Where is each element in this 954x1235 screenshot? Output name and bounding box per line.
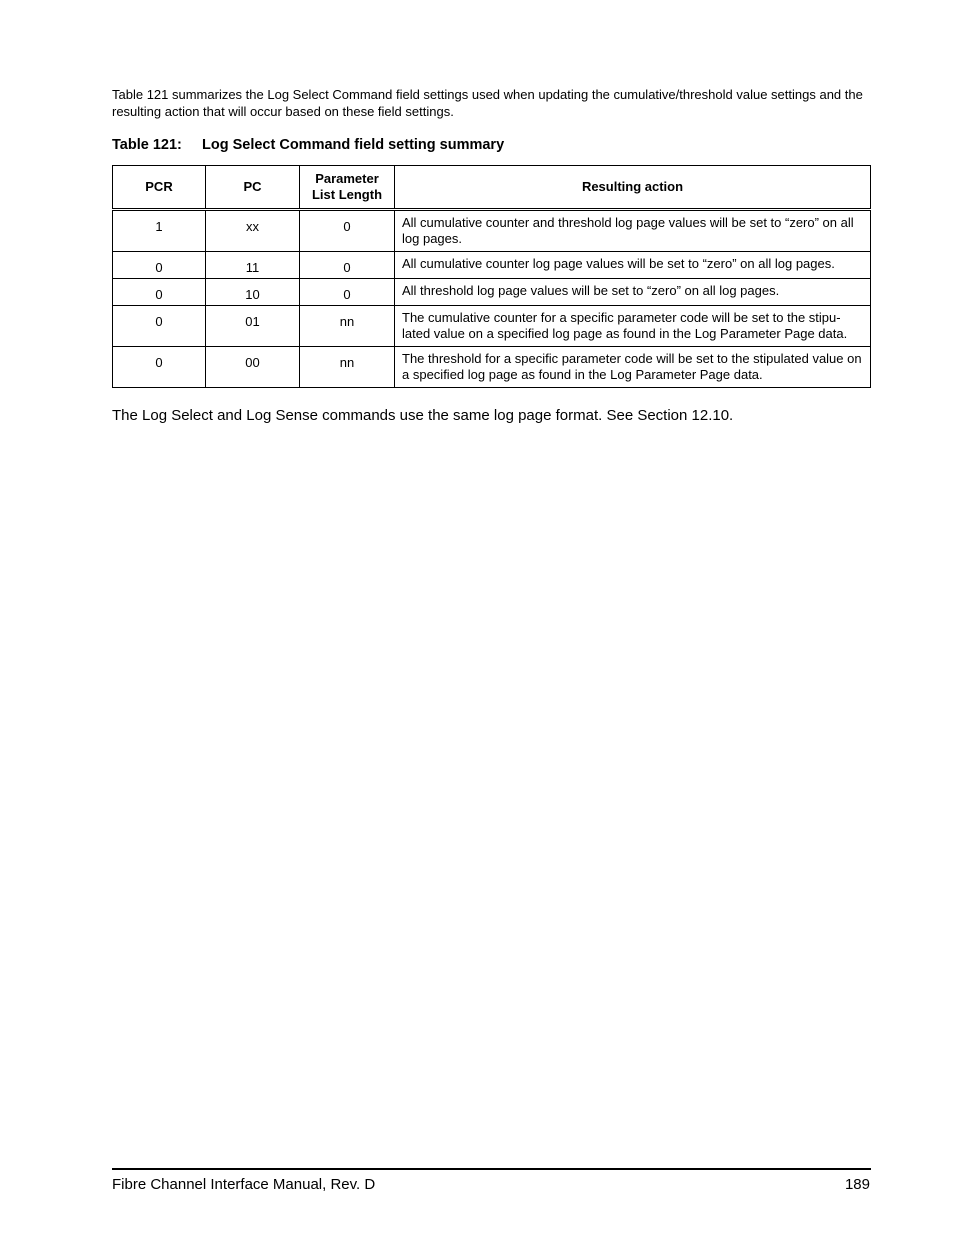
cell-pcr: 0 — [113, 347, 206, 388]
cell-action: The threshold for a specific parameter code will be set to the stipulated value on a specified log page as found in the Log Parameter Page data. — [395, 347, 871, 388]
cell-pc: xx — [206, 210, 300, 252]
cell-pcr: 0 — [113, 306, 206, 347]
header-pc: PC — [206, 166, 300, 210]
cell-pc: 11 — [206, 252, 300, 279]
cell-pcr: 0 — [113, 252, 206, 279]
cell-pc: 10 — [206, 279, 300, 306]
table-title: Log Select Command field setting summary — [202, 137, 505, 153]
table-header-row — [113, 166, 871, 210]
cell-pll: 0 — [300, 210, 395, 252]
cell-action: The cumulative counter for a specific parameter code will be set to the stipu-lated value on a specified log page as found in the Log Parameter Page data. — [395, 306, 871, 347]
cell-pcr: 0 — [113, 279, 206, 306]
cell-action: All threshold log page values will be set to “zero” on all log pages. — [395, 279, 871, 306]
cell-pll: 0 — [300, 279, 395, 306]
table-caption — [112, 136, 504, 154]
footer-manual-title: Fibre Channel Interface Manual, Rev. D — [112, 1176, 376, 1193]
footer-rule — [112, 1168, 871, 1170]
cell-action: All cumulative counter log page values will be set to “zero” on all log pages. — [395, 252, 871, 279]
log-select-summary-table — [112, 165, 871, 388]
header-pcr: PCR — [113, 166, 206, 210]
header-pll-line2: List Length — [311, 187, 383, 202]
table-row — [113, 279, 871, 306]
intro-paragraph: Table 121 summarizes the Log Select Command field settings used when updating the cumulative/threshold value settings and the resulting action that will occur based on these field settings. — [112, 87, 863, 119]
table-row — [113, 347, 871, 388]
table-number: Table 121: — [112, 137, 182, 153]
header-resulting-action: Resulting action — [395, 166, 871, 210]
cell-pll: nn — [300, 347, 395, 388]
table-row — [113, 210, 871, 252]
cell-action: All cumulative counter and threshold log page values will be set to “zero” on all log pages. — [395, 210, 871, 252]
table-row — [113, 252, 871, 279]
table-row — [113, 306, 871, 347]
footer-page-number: 189 — [844, 1176, 870, 1193]
cell-pcr: 1 — [113, 210, 206, 252]
header-parameter-list-length — [300, 166, 395, 210]
body-paragraph: The Log Select and Log Sense commands use the same log page format. See Section 12.10. — [112, 407, 734, 424]
header-pll-line1: Parameter — [315, 171, 379, 186]
cell-pc: 01 — [206, 306, 300, 347]
cell-pll: nn — [300, 306, 395, 347]
cell-pll: 0 — [300, 252, 395, 279]
cell-pc: 00 — [206, 347, 300, 388]
